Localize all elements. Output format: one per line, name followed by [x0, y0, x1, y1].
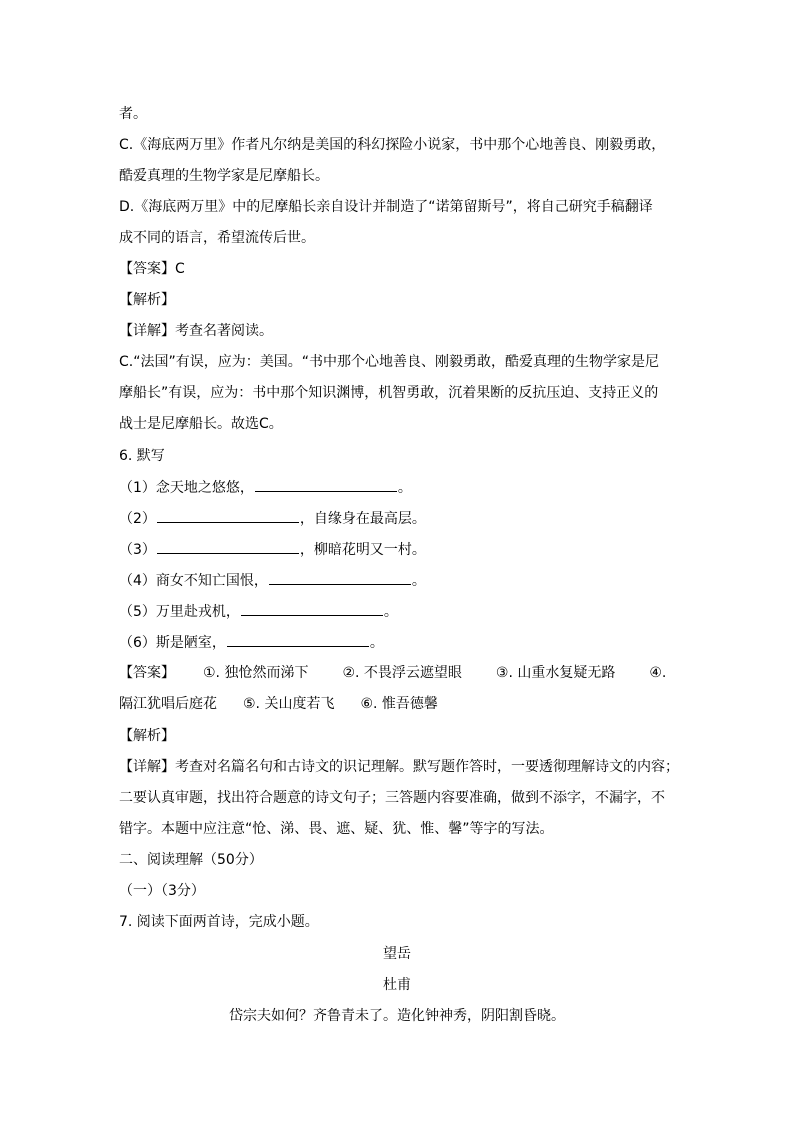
answer-blank[interactable]: [227, 632, 369, 647]
answer-item: ⑥. 惟吾德馨: [360, 696, 438, 712]
text-line: 成不同的语言，希望流传后世。: [119, 230, 315, 246]
fill-in-question: [119, 632, 384, 653]
fill-in-question: [119, 539, 426, 560]
answer-line: [119, 694, 444, 714]
analysis-label: 【解析】: [119, 292, 175, 308]
question-text: 。: [383, 604, 398, 620]
question-heading: 6. 默写: [119, 448, 165, 464]
text-line: 酷爱真理的生物学家是尼摩船长。: [119, 168, 329, 184]
fill-in-question: [119, 601, 398, 622]
question-text: ，自缘身在最高层。: [299, 511, 426, 527]
answer-blank[interactable]: [241, 601, 383, 616]
answer-label: 【答案】C: [119, 261, 185, 277]
answer-item: ④.: [649, 665, 667, 681]
question-text: （2）: [119, 511, 156, 527]
answer-blank[interactable]: [157, 539, 299, 554]
poem-title: 望岳: [383, 946, 411, 962]
question-heading: 7. 阅读下面两首诗，完成小题。: [119, 914, 319, 930]
option-c: C.《海底两万里》作者凡尔纳是美国的科幻探险小说家，书中那个心地善良、刚毅勇敢，: [119, 137, 666, 153]
poem-line: 岱宗夫如何？齐鲁青未了。造化钟神秀，阴阳割昏晓。: [229, 1008, 565, 1024]
answer-item: ③. 山重水复疑无路: [495, 665, 616, 681]
option-d: D.《海底两万里》中的尼摩船长亲自设计并制造了“诺第留斯号”，将自己研究手稿翻译: [119, 199, 653, 215]
question-text: 。: [411, 573, 426, 589]
explanation-label: 【详解】考查名著阅读。: [119, 323, 273, 339]
poem-author: 杜甫: [383, 977, 411, 993]
subsection-heading: （一）（3分）: [119, 883, 205, 899]
question-text: （6）斯是陋室，: [119, 635, 226, 651]
answer-line: [119, 663, 672, 683]
analysis-label: 【解析】: [119, 728, 175, 744]
fill-in-question: [119, 570, 426, 591]
text-line: C.“法国”有误，应为：美国。“书中那个心地善良、刚毅勇敢，酷爱真理的生物学家是尼: [119, 354, 659, 370]
question-text: （4）商女不知亡国恨，: [119, 573, 268, 589]
text-line: 者。: [119, 106, 147, 122]
question-text: ，柳暗花明又一村。: [299, 542, 426, 558]
answer-label: 【答案】: [119, 665, 175, 681]
question-text: （3）: [119, 542, 156, 558]
answer-item: ②. 不畏浮云遮望眼: [342, 665, 462, 681]
answer-item: ①. 独怆然而涕下: [203, 665, 309, 681]
answer-item: ⑤. 关山度若飞: [243, 696, 335, 712]
answer-blank[interactable]: [269, 570, 411, 585]
text-line: 错字。本题中应注意“怆、涕、畏、遮、疑、犹、惟、馨”等字的写法。: [119, 821, 554, 837]
text-line: 二要认真审题，找出符合题意的诗文句子；三答题内容要准确，做到不添字，不漏字，不: [119, 790, 665, 806]
text-line: 战士是尼摩船长。故选C。: [119, 416, 283, 432]
text-line: 【详解】考查对名篇名句和古诗文的识记理解。默写题作答时，一要透彻理解诗文的内容；: [119, 759, 679, 775]
question-text: 。: [369, 635, 384, 651]
answer-blank[interactable]: [255, 477, 397, 492]
question-text: 。: [397, 480, 412, 496]
question-text: （1）念天地之悠悠，: [119, 480, 254, 496]
section-heading: 二、阅读理解（50分）: [119, 852, 263, 868]
answer-item: 隔江犹唱后庭花: [119, 696, 217, 712]
answer-blank[interactable]: [157, 508, 299, 523]
fill-in-question: [119, 508, 426, 529]
question-text: （5）万里赴戎机，: [119, 604, 240, 620]
fill-in-question: [119, 477, 412, 498]
text-line: 摩船长”有误，应为：书中那个知识渊博，机智勇敢，沉着果断的反抗压迫、支持正义的: [119, 385, 659, 401]
